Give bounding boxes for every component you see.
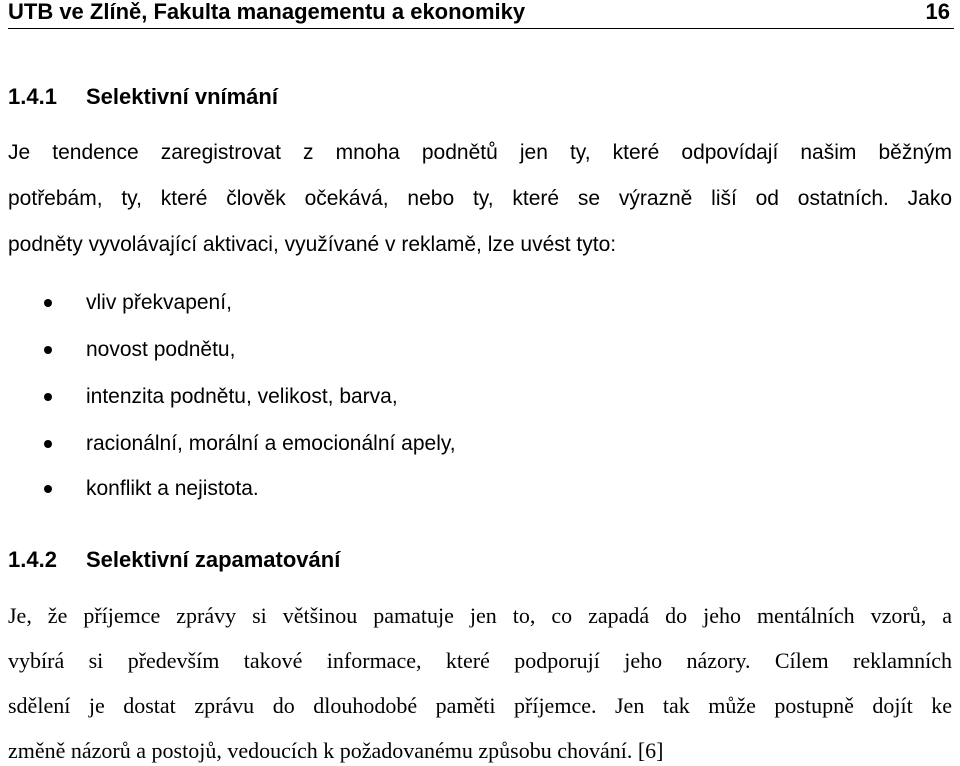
bullet-icon [44, 393, 52, 401]
header-rule [8, 28, 954, 29]
paragraph-line: změně názorů a postojů, vedoucích k požadovanému způsobu chování. [6] [8, 738, 664, 763]
list-item-text: konflikt a nejistota. [86, 477, 259, 500]
page-number: 16 [925, 0, 950, 24]
bullet-icon [44, 346, 52, 354]
section-heading-1-4-2 [8, 547, 340, 573]
bullet-icon [44, 440, 52, 448]
list-item-text: vliv překvapení, [86, 291, 232, 314]
paragraph-line: Je tendence zaregistrovat z mnoha podnětů jen ty, které odpovídají našim běžným [8, 141, 952, 164]
section-heading-1-4-1 [8, 84, 278, 110]
running-header [8, 0, 952, 30]
paragraph-line: vybírá si především takové informace, které podporují jeho názory. Cílem reklamních [8, 648, 952, 673]
section-number: 1.4.1 [8, 84, 57, 109]
header-title: UTB ve Zlíně, Fakulta managementu a ekonomiky [8, 0, 526, 24]
section-title: Selektivní zapamatování [86, 547, 341, 572]
list-item-text: intenzita podnětu, velikost, barva, [86, 385, 398, 408]
section-number: 1.4.2 [8, 547, 57, 572]
list-item-text: racionální, morální a emocionální apely, [86, 432, 456, 455]
bullet-icon [44, 485, 52, 493]
bullet-icon [44, 299, 52, 307]
paragraph-line: podněty vyvolávající aktivaci, využívané v reklamě, lze uvést tyto: [8, 233, 617, 256]
paragraph-line: sdělení je dostat zprávu do dlouhodobé paměti příjemce. Jen tak může postupně dojít ke [8, 693, 952, 718]
paragraph-line: Je, že příjemce zprávy si většinou pamatuje jen to, co zapadá do jeho mentálních vzorů, a [8, 603, 952, 628]
list-item-text: novost podnětu, [86, 338, 236, 361]
paragraph-line: potřebám, ty, které člověk očekává, nebo ty, které se výrazně liší od ostatních. Jako [8, 187, 952, 210]
section-title: Selektivní vnímání [86, 84, 278, 109]
